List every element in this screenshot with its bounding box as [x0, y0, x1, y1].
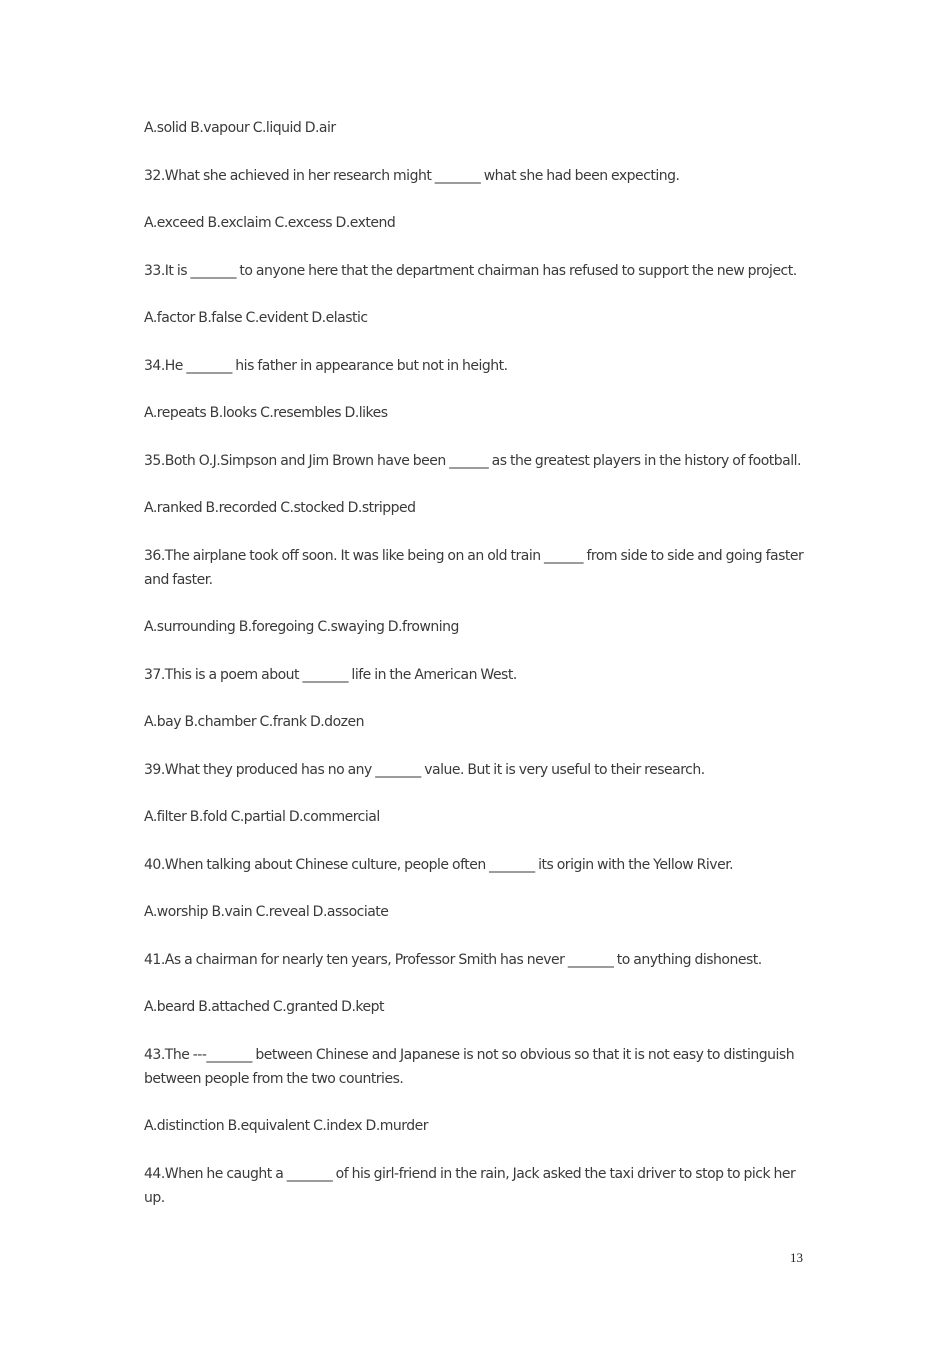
question-41: 41.As a chairman for nearly ten years, Professor Smith has never _______ to anything dishonest.	[144, 951, 762, 968]
question-33: 33.It is _______ to anyone here that the department chairman has refused to support the new project.	[144, 262, 797, 279]
answer-options-33: A.factor B.false C.evident D.elastic	[144, 310, 368, 326]
answer-options-41: A.beard B.attached C.granted D.kept	[144, 999, 385, 1015]
question-32: 32.What she achieved in her research might _______ what she had been expecting.	[144, 167, 680, 184]
question-43: 43.The ---_______ between Chinese and Japanese is not so obvious so that it is not easy to distinguish between people from the two countries.	[144, 1046, 795, 1087]
answer-options-37: A.bay B.chamber C.frank D.dozen	[144, 714, 364, 730]
question-39: 39.What they produced has no any _______ value. But it is very useful to their research.	[144, 761, 705, 778]
answer-options-36: A.surrounding B.foregoing C.swaying D.frowning	[144, 619, 459, 635]
document-body	[144, 116, 812, 1233]
question-40: 40.When talking about Chinese culture, people often _______ its origin with the Yellow River.	[144, 856, 734, 873]
answer-options-35: A.ranked B.recorded C.stocked D.stripped	[144, 500, 416, 516]
answer-options-40: A.worship B.vain C.reveal D.associate	[144, 904, 389, 920]
question-35: 35.Both O.J.Simpson and Jim Brown have been ______ as the greatest players in the history of football.	[144, 452, 801, 469]
question-37: 37.This is a poem about _______ life in the American West.	[144, 666, 517, 683]
answer-options-34: A.repeats B.looks C.resembles D.likes	[144, 405, 388, 421]
question-36: 36.The airplane took off soon. It was like being on an old train ______ from side to side and going faster and faster.	[144, 547, 804, 588]
page-number: 13	[790, 1250, 803, 1265]
question-44: 44.When he caught a _______ of his girl-friend in the rain, Jack asked the taxi driver to stop to pick her up.	[144, 1165, 796, 1206]
answer-options-39: A.filter B.fold C.partial D.commercial	[144, 809, 380, 825]
answer-options-43: A.distinction B.equivalent C.index D.murder	[144, 1118, 429, 1134]
answer-options-32: A.exceed B.exclaim C.excess D.extend	[144, 215, 396, 231]
answer-options-31: A.solid B.vapour C.liquid D.air	[144, 120, 336, 136]
question-34: 34.He _______ his father in appearance but not in height.	[144, 357, 508, 374]
